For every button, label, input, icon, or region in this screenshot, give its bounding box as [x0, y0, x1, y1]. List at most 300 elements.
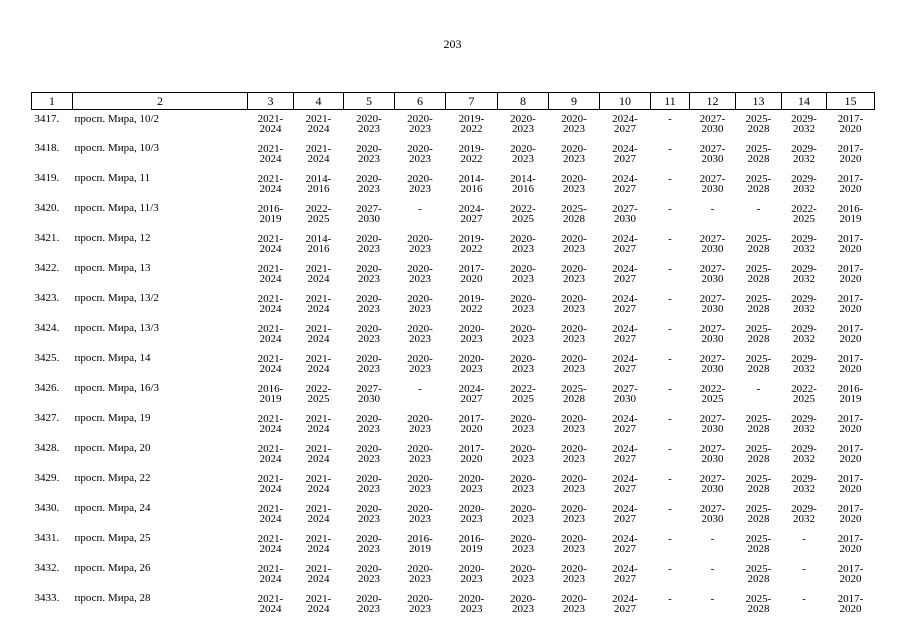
table-row: [32, 172, 875, 202]
period-value: 2020- 2023: [561, 263, 587, 285]
period-value: 2025- 2028: [745, 443, 772, 465]
period-cell: [248, 412, 294, 442]
period-value: 2017- 2020: [458, 443, 485, 465]
table-row: [32, 592, 875, 622]
row-number-cell: 3428.: [34, 442, 60, 454]
period-value: -: [668, 443, 672, 455]
period-cell: [782, 262, 827, 292]
row-number-cell: 3432.: [34, 562, 60, 574]
period-cell: [782, 442, 827, 472]
period-cell: [294, 292, 344, 322]
period-value: 2024- 2027: [612, 323, 638, 345]
period-cell: [651, 592, 690, 622]
table-row: [32, 352, 875, 382]
period-cell: [446, 202, 498, 232]
period-cell: [827, 142, 875, 172]
period-cell: [498, 562, 549, 592]
period-cell: [736, 502, 782, 532]
period-value: 2020- 2023: [510, 473, 536, 495]
period-cell: [736, 442, 782, 472]
period-value: 2020- 2023: [510, 413, 536, 435]
period-value: 2017- 2020: [837, 233, 864, 255]
period-cell: [395, 202, 446, 232]
period-value: -: [802, 563, 806, 575]
period-cell: [782, 502, 827, 532]
period-value: -: [668, 593, 672, 605]
period-cell: [690, 232, 736, 262]
period-value: 2020- 2023: [510, 113, 536, 135]
period-value: 2021- 2024: [257, 233, 284, 255]
period-cell: [600, 232, 651, 262]
period-cell: [294, 592, 344, 622]
period-value: 2019- 2022: [458, 143, 485, 165]
period-cell: [549, 442, 600, 472]
period-value: 2024- 2027: [612, 293, 638, 315]
period-cell: [344, 382, 395, 412]
period-cell: [395, 442, 446, 472]
period-value: 2017- 2020: [837, 473, 864, 495]
period-value: 2021- 2024: [257, 413, 284, 435]
period-value: 2017- 2020: [837, 143, 864, 165]
period-cell: [248, 172, 294, 202]
period-cell: [344, 532, 395, 562]
period-cell: [344, 592, 395, 622]
period-value: 2020- 2023: [407, 263, 433, 285]
period-cell: [651, 232, 690, 262]
period-cell: [736, 232, 782, 262]
period-cell: [782, 472, 827, 502]
period-value: -: [710, 203, 715, 215]
period-cell: [827, 412, 875, 442]
period-value: 2022- 2025: [305, 203, 332, 225]
period-cell: [690, 382, 736, 412]
period-cell: [248, 562, 294, 592]
period-value: -: [710, 533, 715, 545]
period-value: 2027- 2030: [699, 353, 726, 375]
repair-schedule-table: [31, 92, 875, 622]
period-value: 2020- 2023: [458, 503, 485, 525]
period-cell: [782, 172, 827, 202]
period-value: 2020- 2023: [407, 143, 433, 165]
period-value: 2020- 2023: [356, 473, 382, 495]
address-cell: просп. Мира, 14: [74, 352, 151, 364]
column-header: 4: [294, 93, 344, 110]
period-value: 2029- 2032: [791, 323, 817, 345]
period-value: 2029- 2032: [791, 113, 817, 135]
period-cell: [294, 142, 344, 172]
period-value: 2021- 2024: [305, 413, 332, 435]
period-value: 2024- 2027: [612, 353, 638, 375]
period-value: -: [668, 323, 672, 335]
period-value: 2017- 2020: [837, 563, 864, 585]
period-value: 2021- 2024: [305, 473, 332, 495]
period-cell: [549, 352, 600, 382]
period-cell: [736, 292, 782, 322]
period-value: 2025- 2028: [745, 533, 772, 555]
period-cell: [446, 110, 498, 143]
period-cell: [395, 532, 446, 562]
period-cell: [690, 412, 736, 442]
period-cell: [498, 262, 549, 292]
period-cell: [498, 322, 549, 352]
period-cell: [690, 172, 736, 202]
period-value: 2021- 2024: [305, 263, 332, 285]
period-cell: [294, 202, 344, 232]
period-value: 2025- 2028: [745, 473, 772, 495]
period-cell: [498, 142, 549, 172]
period-value: 2022- 2025: [305, 383, 332, 405]
address-cell: просп. Мира, 25: [74, 532, 151, 544]
period-value: 2017- 2020: [837, 413, 864, 435]
period-cell: [782, 532, 827, 562]
period-cell: [690, 110, 736, 143]
period-cell: [827, 532, 875, 562]
period-cell: [782, 592, 827, 622]
period-value: 2027- 2030: [699, 473, 726, 495]
period-cell: [395, 110, 446, 143]
address-cell: просп. Мира, 28: [74, 592, 151, 604]
period-value: -: [668, 293, 672, 305]
period-value: 2025- 2028: [745, 143, 772, 165]
period-cell: [395, 412, 446, 442]
period-value: 2029- 2032: [791, 233, 817, 255]
period-cell: [446, 172, 498, 202]
period-cell: [651, 322, 690, 352]
period-cell: [395, 472, 446, 502]
period-value: 2020- 2023: [561, 473, 587, 495]
period-value: 2021- 2024: [257, 323, 284, 345]
period-cell: [600, 110, 651, 143]
period-cell: [782, 292, 827, 322]
period-value: 2021- 2024: [257, 293, 284, 315]
period-cell: [600, 322, 651, 352]
period-cell: [294, 532, 344, 562]
column-header: 7: [446, 93, 498, 110]
period-value: 2017- 2020: [837, 323, 864, 345]
period-cell: [446, 262, 498, 292]
period-value: 2021- 2024: [305, 293, 332, 315]
period-value: 2020- 2023: [407, 443, 433, 465]
period-value: 2029- 2032: [791, 503, 817, 525]
period-value: 2016- 2019: [837, 203, 864, 225]
period-cell: [248, 110, 294, 143]
period-cell: [782, 412, 827, 442]
period-value: 2021- 2024: [257, 443, 284, 465]
period-cell: [344, 142, 395, 172]
period-cell: [498, 592, 549, 622]
row-number-cell: 3426.: [34, 382, 60, 394]
period-value: 2020- 2023: [561, 503, 587, 525]
period-cell: [782, 202, 827, 232]
period-value: 2024- 2027: [612, 503, 638, 525]
period-cell: [549, 502, 600, 532]
period-cell: [549, 382, 600, 412]
period-value: 2020- 2023: [561, 563, 587, 585]
period-cell: [446, 502, 498, 532]
period-value: 2020- 2023: [510, 143, 536, 165]
period-cell: [549, 202, 600, 232]
period-cell: [344, 202, 395, 232]
period-cell: [651, 502, 690, 532]
period-value: 2024- 2027: [612, 563, 638, 585]
period-value: 2021- 2024: [257, 473, 284, 495]
column-header: 1: [32, 93, 73, 110]
period-value: 2024- 2027: [612, 233, 638, 255]
period-cell: [395, 352, 446, 382]
period-cell: [294, 352, 344, 382]
table-row: [32, 382, 875, 412]
period-value: 2025- 2028: [745, 263, 772, 285]
address-cell: просп. Мира, 22: [74, 472, 151, 484]
period-value: 2029- 2032: [791, 443, 817, 465]
period-cell: [549, 262, 600, 292]
period-value: 2014- 2016: [305, 233, 332, 255]
period-cell: [344, 110, 395, 143]
row-number-cell: 3423.: [34, 292, 60, 304]
period-value: 2019- 2022: [458, 293, 485, 315]
period-cell: [600, 412, 651, 442]
period-value: 2020- 2023: [407, 293, 433, 315]
period-value: 2014- 2016: [305, 173, 332, 195]
period-cell: [248, 502, 294, 532]
period-value: 2029- 2032: [791, 353, 817, 375]
period-value: 2020- 2023: [356, 323, 382, 345]
period-value: 2020- 2023: [407, 173, 433, 195]
period-cell: [294, 442, 344, 472]
period-cell: [549, 142, 600, 172]
period-value: -: [668, 233, 672, 245]
period-cell: [446, 562, 498, 592]
period-value: 2021- 2024: [257, 563, 284, 585]
period-cell: [498, 202, 549, 232]
address-cell: просп. Мира, 13/3: [74, 322, 160, 334]
period-cell: [446, 142, 498, 172]
period-value: 2020- 2023: [458, 473, 485, 495]
period-value: 2020- 2023: [561, 533, 587, 555]
row-number-cell: 3433.: [34, 592, 60, 604]
period-cell: [736, 202, 782, 232]
period-value: 2027- 2030: [699, 443, 726, 465]
period-cell: [549, 472, 600, 502]
period-cell: [827, 110, 875, 143]
period-value: 2020- 2023: [356, 173, 382, 195]
table-row: [32, 412, 875, 442]
period-cell: [690, 352, 736, 382]
period-cell: [690, 322, 736, 352]
period-cell: [446, 352, 498, 382]
period-cell: [294, 232, 344, 262]
period-cell: [827, 232, 875, 262]
period-cell: [549, 592, 600, 622]
period-cell: [651, 262, 690, 292]
period-value: -: [668, 263, 672, 275]
period-value: 2020- 2023: [407, 593, 433, 615]
period-value: 2022- 2025: [791, 383, 817, 405]
period-cell: [600, 562, 651, 592]
period-value: 2022- 2025: [699, 383, 726, 405]
period-cell: [782, 322, 827, 352]
period-value: 2021- 2024: [257, 533, 284, 555]
period-cell: [498, 352, 549, 382]
period-cell: [600, 352, 651, 382]
period-value: 2020- 2023: [561, 413, 587, 435]
period-value: 2020- 2023: [356, 503, 382, 525]
period-value: 2020- 2023: [510, 293, 536, 315]
row-number-cell: 3427.: [34, 412, 60, 424]
period-cell: [395, 262, 446, 292]
period-value: 2020- 2023: [356, 263, 382, 285]
period-value: 2029- 2032: [791, 263, 817, 285]
period-value: 2020- 2023: [458, 593, 485, 615]
period-cell: [549, 412, 600, 442]
period-cell: [344, 322, 395, 352]
period-value: 2027- 2030: [699, 143, 726, 165]
period-value: 2027- 2030: [699, 113, 726, 135]
period-cell: [294, 172, 344, 202]
period-value: 2021- 2024: [257, 503, 284, 525]
period-value: 2020- 2023: [356, 443, 382, 465]
page-number: 203: [443, 37, 462, 51]
period-cell: [344, 442, 395, 472]
period-cell: [248, 322, 294, 352]
column-header: 3: [248, 93, 294, 110]
period-value: 2024- 2027: [612, 473, 638, 495]
period-value: 2020- 2023: [561, 113, 587, 135]
period-value: -: [756, 383, 761, 395]
period-value: 2027- 2030: [356, 383, 382, 405]
period-value: 2025- 2028: [745, 113, 772, 135]
period-cell: [690, 592, 736, 622]
period-cell: [446, 472, 498, 502]
row-number-cell: 3424.: [34, 322, 60, 334]
period-cell: [600, 202, 651, 232]
period-cell: [600, 532, 651, 562]
period-cell: [827, 472, 875, 502]
period-cell: [549, 292, 600, 322]
period-cell: [344, 412, 395, 442]
period-cell: [344, 352, 395, 382]
period-cell: [549, 110, 600, 143]
period-value: 2020- 2023: [356, 563, 382, 585]
period-value: 2027- 2030: [699, 233, 726, 255]
period-cell: [395, 142, 446, 172]
period-value: 2020- 2023: [561, 293, 587, 315]
table-row: [32, 322, 875, 352]
period-value: 2014- 2016: [510, 173, 536, 195]
period-value: 2020- 2023: [458, 353, 485, 375]
period-cell: [549, 322, 600, 352]
table-row: [32, 502, 875, 532]
period-value: 2020- 2023: [407, 413, 433, 435]
period-value: 2025- 2028: [561, 383, 587, 405]
period-value: 2016- 2019: [257, 383, 284, 405]
period-value: 2017- 2020: [837, 353, 864, 375]
period-value: -: [668, 413, 672, 425]
table-row: [32, 202, 875, 232]
period-value: 2020- 2023: [510, 353, 536, 375]
table-row: [32, 472, 875, 502]
period-cell: [294, 562, 344, 592]
period-cell: [395, 232, 446, 262]
period-cell: [395, 322, 446, 352]
table-row: [32, 232, 875, 262]
period-value: 2017- 2020: [458, 263, 485, 285]
period-cell: [446, 322, 498, 352]
period-value: 2020- 2023: [510, 233, 536, 255]
row-number-cell: 3430.: [34, 502, 60, 514]
period-value: 2027- 2030: [612, 383, 638, 405]
period-value: 2020- 2023: [356, 413, 382, 435]
period-cell: [827, 262, 875, 292]
period-value: 2027- 2030: [699, 413, 726, 435]
period-value: 2025- 2028: [745, 293, 772, 315]
period-value: 2027- 2030: [699, 293, 726, 315]
period-cell: [782, 232, 827, 262]
period-value: 2027- 2030: [699, 323, 726, 345]
period-value: -: [710, 563, 715, 575]
period-value: 2016- 2019: [257, 203, 284, 225]
column-header: 10: [600, 93, 651, 110]
period-cell: [248, 382, 294, 412]
period-cell: [736, 142, 782, 172]
period-cell: [395, 502, 446, 532]
period-value: 2020- 2023: [561, 323, 587, 345]
period-value: 2020- 2023: [458, 323, 485, 345]
period-value: 2020- 2023: [510, 503, 536, 525]
period-cell: [736, 172, 782, 202]
period-cell: [651, 412, 690, 442]
period-value: -: [668, 473, 672, 485]
period-cell: [827, 502, 875, 532]
period-value: -: [668, 203, 672, 215]
row-number-cell: 3417.: [34, 113, 60, 125]
period-cell: [498, 110, 549, 143]
period-cell: [446, 442, 498, 472]
period-value: 2027- 2030: [612, 203, 638, 225]
period-cell: [294, 472, 344, 502]
period-cell: [690, 562, 736, 592]
period-value: 2021- 2024: [305, 533, 332, 555]
period-value: -: [802, 593, 806, 605]
period-cell: [736, 110, 782, 143]
table-row: [32, 110, 875, 143]
period-value: 2020- 2023: [510, 563, 536, 585]
period-value: -: [802, 533, 806, 545]
period-value: 2027- 2030: [356, 203, 382, 225]
period-cell: [248, 592, 294, 622]
period-cell: [690, 262, 736, 292]
period-cell: [690, 202, 736, 232]
period-cell: [248, 292, 294, 322]
column-header: 12: [690, 93, 736, 110]
period-cell: [600, 292, 651, 322]
period-value: 2024- 2027: [612, 263, 638, 285]
period-value: 2025- 2028: [745, 563, 772, 585]
period-value: 2019- 2022: [458, 233, 485, 255]
period-cell: [651, 472, 690, 502]
period-value: 2017- 2020: [837, 503, 864, 525]
period-value: 2024- 2027: [612, 113, 638, 135]
period-value: 2021- 2024: [305, 323, 332, 345]
period-cell: [600, 592, 651, 622]
period-value: 2029- 2032: [791, 143, 817, 165]
table-row: [32, 532, 875, 562]
period-value: -: [418, 203, 422, 215]
period-value: 2021- 2024: [257, 353, 284, 375]
period-value: 2020- 2023: [407, 563, 433, 585]
period-value: 2020- 2023: [510, 443, 536, 465]
period-cell: [690, 502, 736, 532]
